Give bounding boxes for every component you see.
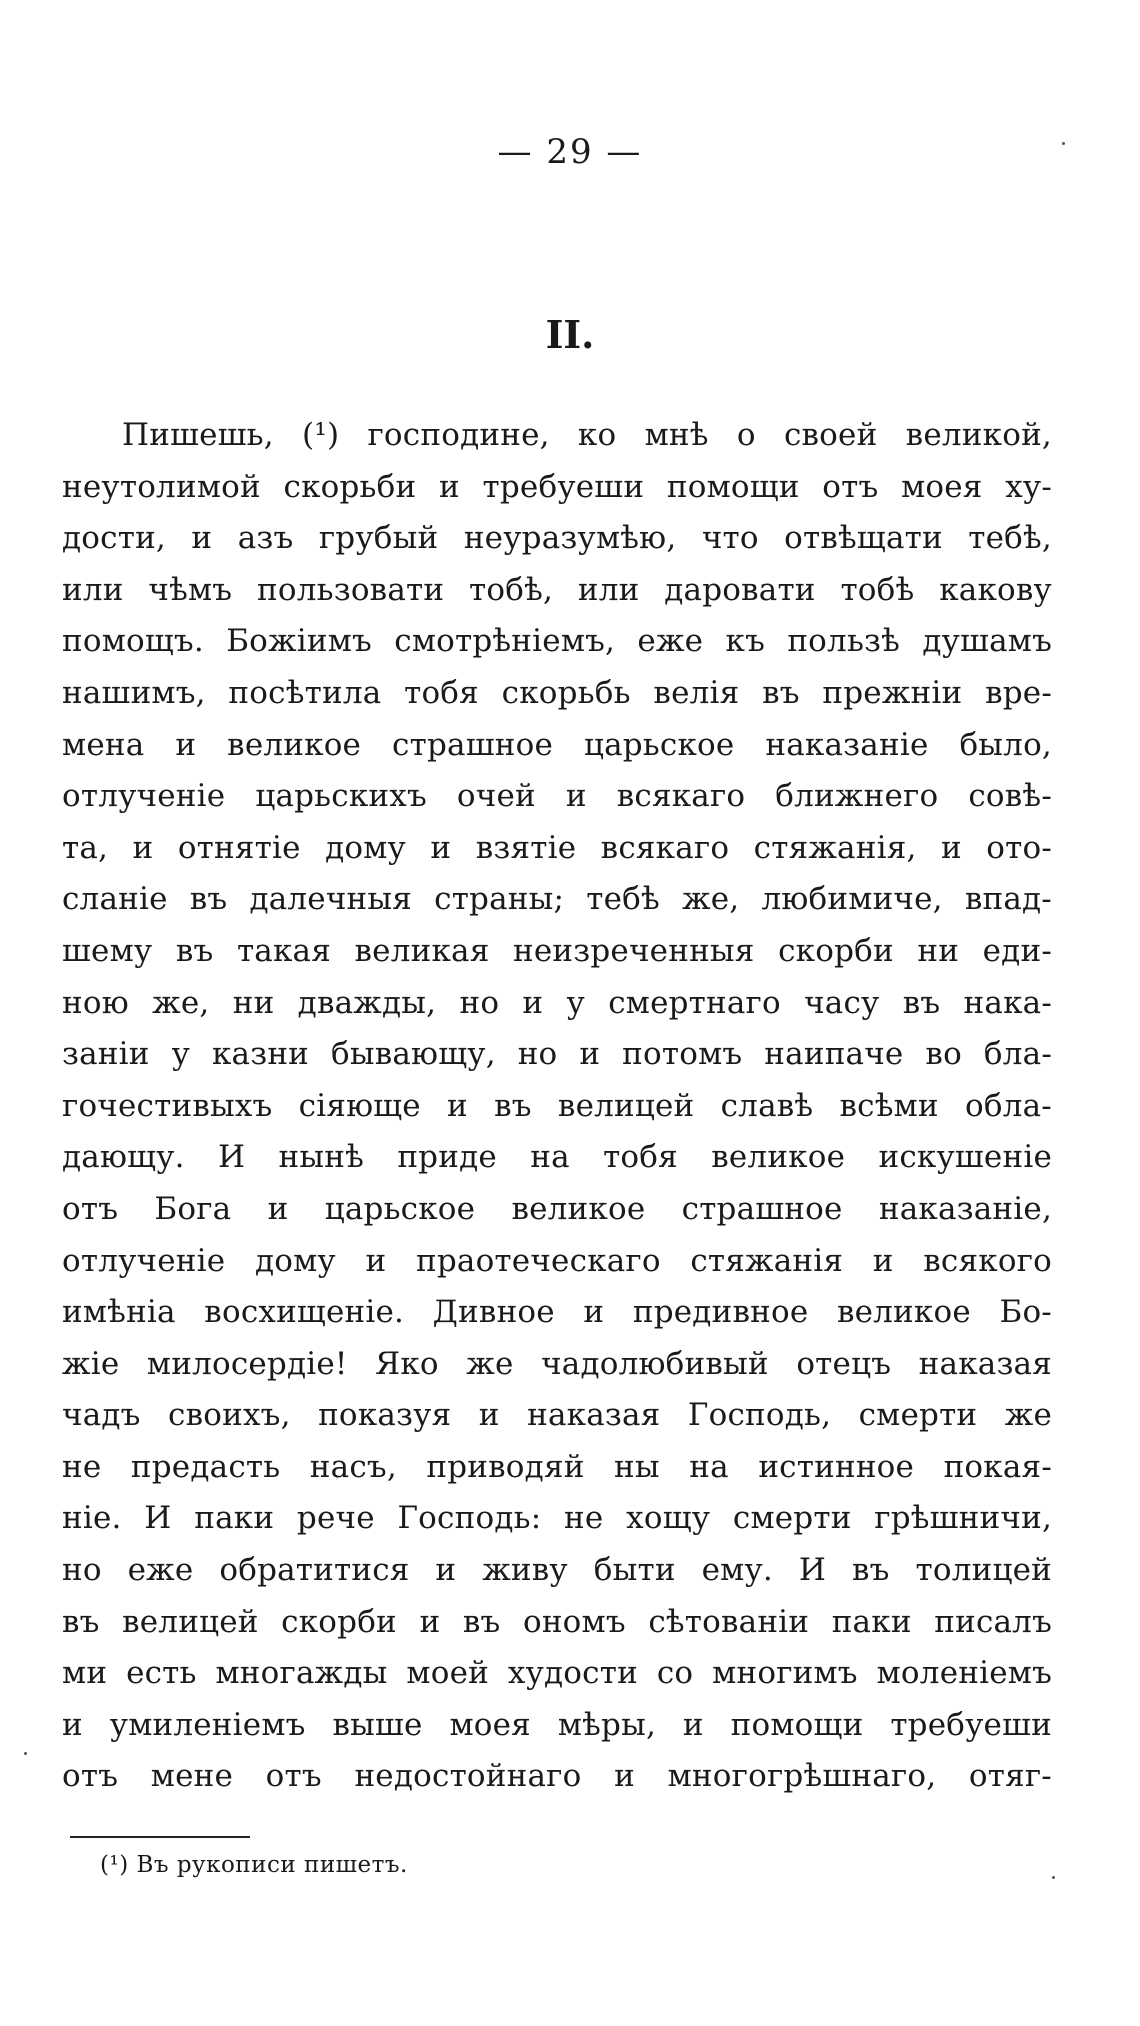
paper-speck: [1062, 142, 1065, 145]
text-line: мена и великое страшное царьское наказаніе было,: [62, 726, 1052, 763]
text-line: нашимъ, посѣтила тобя скорьбь велія въ прежніи вре-: [62, 674, 1052, 711]
text-line: шему въ такая великая неизреченныя скорби ни еди-: [62, 932, 1052, 969]
text-line: Пишешь, (¹) господине, ко мнѣ о своей великой,: [122, 417, 1052, 453]
body-text: [62, 410, 1052, 1803]
text-line: жіе милосердіе! Яко же чадолюбивый отецъ наказая: [62, 1345, 1052, 1382]
text-line: чадъ своихъ, показуя и наказая Господь, смерти же: [62, 1397, 1052, 1434]
text-line: неутолимой скорьби и требуеши помощи отъ моея ху-: [62, 468, 1052, 505]
text-line: ною же, ни дважды, но и у смертнаго часу въ нака-: [62, 984, 1052, 1021]
text-line: или чѣмъ пользовати тобѣ, или даровати тобѣ какову: [62, 571, 1052, 608]
text-line: сланіе въ далечныя страны; тебѣ же, любимиче, впад-: [62, 881, 1052, 918]
text-line: дости, и азъ грубый неуразумѣю, что отвѣщати тебѣ,: [62, 520, 1052, 557]
text-line: отъ мене отъ недостойнаго и многогрѣшнаго, отяг-: [62, 1758, 1052, 1795]
paper-speck: [1052, 1876, 1055, 1879]
footnote-divider: [70, 1836, 250, 1838]
text-line: имѣніа восхищеніе. Дивное и предивное великое Бо-: [62, 1294, 1052, 1331]
text-line: не предасть насъ, приводяй ны на истинное покая-: [62, 1448, 1052, 1485]
page-number: — 29 —: [497, 132, 643, 172]
text-line: дающу. И нынѣ приде на тобя великое искушеніе: [62, 1139, 1052, 1176]
text-line: ми есть многажды моей худости со многимъ моленіемъ: [62, 1655, 1052, 1692]
text-line: отъ Бога и царьское великое страшное наказаніе,: [62, 1190, 1052, 1227]
text-line: гочестивыхъ сіяюще и въ велицей славѣ всѣми обла-: [62, 1087, 1052, 1124]
paper-speck: [24, 1752, 27, 1755]
text-line: но еже обратитися и живу быти ему. И въ толицей: [62, 1552, 1052, 1589]
text-line: въ велицей скорби и въ ономъ сѣтованіи паки писалъ: [62, 1603, 1052, 1640]
footnote: (¹) Въ рукописи пишетъ.: [100, 1852, 408, 1878]
text-line: та, и отнятіе дому и взятіе всякаго стяжанія, и ото-: [62, 829, 1052, 866]
text-line: заніи у казни бывающу, но и потомъ наипаче во бла-: [62, 1036, 1052, 1073]
text-line: отлученіе царьскихъ очей и всякаго ближнего совѣ-: [62, 778, 1052, 815]
chapter-heading: II.: [545, 312, 595, 357]
text-line: помощъ. Божіимъ смотрѣніемъ, еже къ пользѣ душамъ: [62, 623, 1052, 660]
text-line: и умиленіемъ выше моея мѣры, и помощи требуеши: [62, 1706, 1052, 1743]
text-line: ніе. И паки рече Господь: не хощу смерти грѣшничи,: [62, 1500, 1052, 1537]
text-line: отлученіе дому и праотеческаго стяжанія и всякого: [62, 1242, 1052, 1279]
